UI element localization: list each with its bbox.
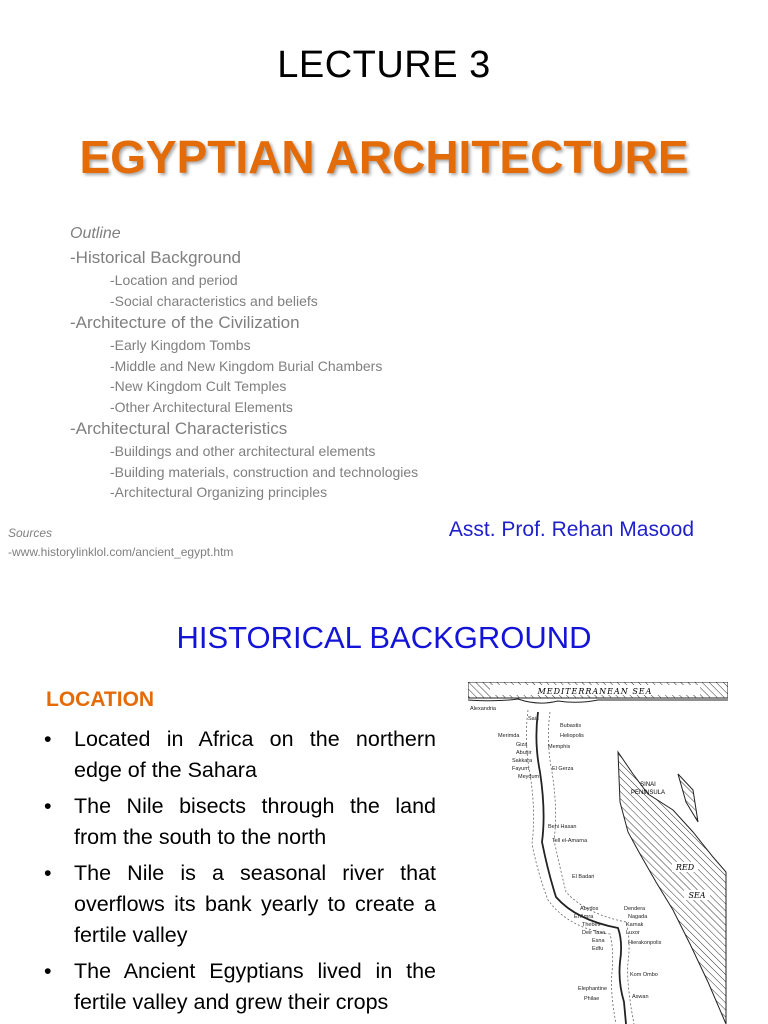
place-label: Heliopolis	[560, 733, 584, 739]
place-label: Abydos	[580, 906, 599, 912]
outline-item: -Architectural Organizing principles	[110, 484, 328, 500]
slide-title: HISTORICAL BACKGROUND	[176, 620, 592, 655]
outline-item: -Other Architectural Elements	[110, 398, 293, 415]
place-label: Kom Ombo	[630, 972, 658, 978]
outline-section: -Architectural Characteristics	[70, 419, 288, 438]
bullet-item: • Located in Africa on the northern edge of the Sahara	[44, 724, 436, 786]
place-label: Fayum	[512, 766, 529, 772]
place-label: Merimda	[498, 733, 520, 739]
red-sea-label: RED	[675, 863, 695, 872]
outline-item: -Early Kingdom Tombs	[110, 337, 251, 353]
outline-item: -Location and period	[110, 272, 238, 288]
bullet-item: • The Nile is a seasonal river that overflows its bank yearly to create a fertile valley	[44, 858, 436, 951]
bullet-item: • The Ancient Egyptians lived in the fertile valley and grew their crops	[44, 956, 436, 1018]
red-sea-label-2: SEA	[688, 891, 706, 900]
lecture-number: LECTURE 3	[277, 44, 491, 86]
section-heading: LOCATION	[46, 688, 155, 711]
outline-item: -New Kingdom Cult Temples	[110, 378, 287, 394]
outline-item: -Buildings and other architectural elements	[110, 443, 376, 459]
author-name: Asst. Prof. Rehan Masood	[448, 518, 694, 541]
place-label: Aswan	[632, 994, 649, 1000]
sea-north-label: MEDITERRANEAN SEA	[537, 687, 653, 696]
place-label: El Amra	[574, 914, 594, 920]
place-label: El Badari	[572, 874, 595, 880]
bullet-item: • The Nile bisects through the land from the south to the north	[44, 791, 436, 853]
place-label: El Gerza	[552, 766, 574, 772]
place-label: Tell el-Amarna	[552, 838, 588, 844]
outline-section: -Historical Background	[70, 248, 242, 267]
outline-section: -Architecture of the Civilization	[70, 313, 300, 332]
outline	[70, 222, 590, 503]
place-label: Deir Tasa	[582, 930, 606, 936]
place-label: Dendera	[624, 906, 646, 912]
bullet-list	[44, 724, 436, 1023]
sources	[8, 524, 233, 562]
sinai-label: SINAI	[640, 782, 656, 788]
place-label: Sakkara	[512, 758, 533, 764]
place-label: Giza	[516, 742, 528, 748]
place-label: Luxor	[626, 930, 640, 936]
egypt-map	[468, 682, 728, 1024]
outline-item: -Building materials, construction and technologies	[110, 463, 419, 480]
sinai-label-2: PENINSULA	[630, 790, 666, 796]
place-label: Meydum	[518, 774, 540, 780]
place-label: Thebes	[582, 922, 601, 928]
place-label: Esna	[592, 938, 605, 944]
sources-link: -www.historylinklol.com/ancient_egypt.htm	[8, 545, 234, 559]
place-label: Nagada	[628, 914, 648, 920]
outline-item: -Social characteristics and beliefs	[110, 292, 318, 309]
place-label: Edfu	[592, 946, 604, 952]
sources-label: Sources	[8, 526, 53, 540]
nile-river	[536, 712, 626, 1024]
place-label: Karnak	[626, 922, 644, 928]
place-label: Beni Hasan	[548, 824, 577, 830]
place-label: Alexandria	[470, 706, 496, 712]
outline-item: -Middle and New Kingdom Burial Chambers	[110, 357, 383, 374]
slide-historical-background	[0, 590, 768, 1024]
place-label: Bubastis	[560, 723, 582, 729]
place-label: Memphis	[548, 744, 571, 750]
place-label: Philae	[584, 996, 600, 1002]
place-label: Sais	[528, 716, 539, 722]
slide-title: EGYPTIAN ARCHITECTURE	[79, 131, 689, 183]
place-label: Hierakonpolis	[628, 940, 662, 946]
place-label: Abusir	[516, 750, 532, 756]
outline-heading: Outline	[70, 225, 121, 242]
place-label: Elephantine	[578, 986, 608, 992]
